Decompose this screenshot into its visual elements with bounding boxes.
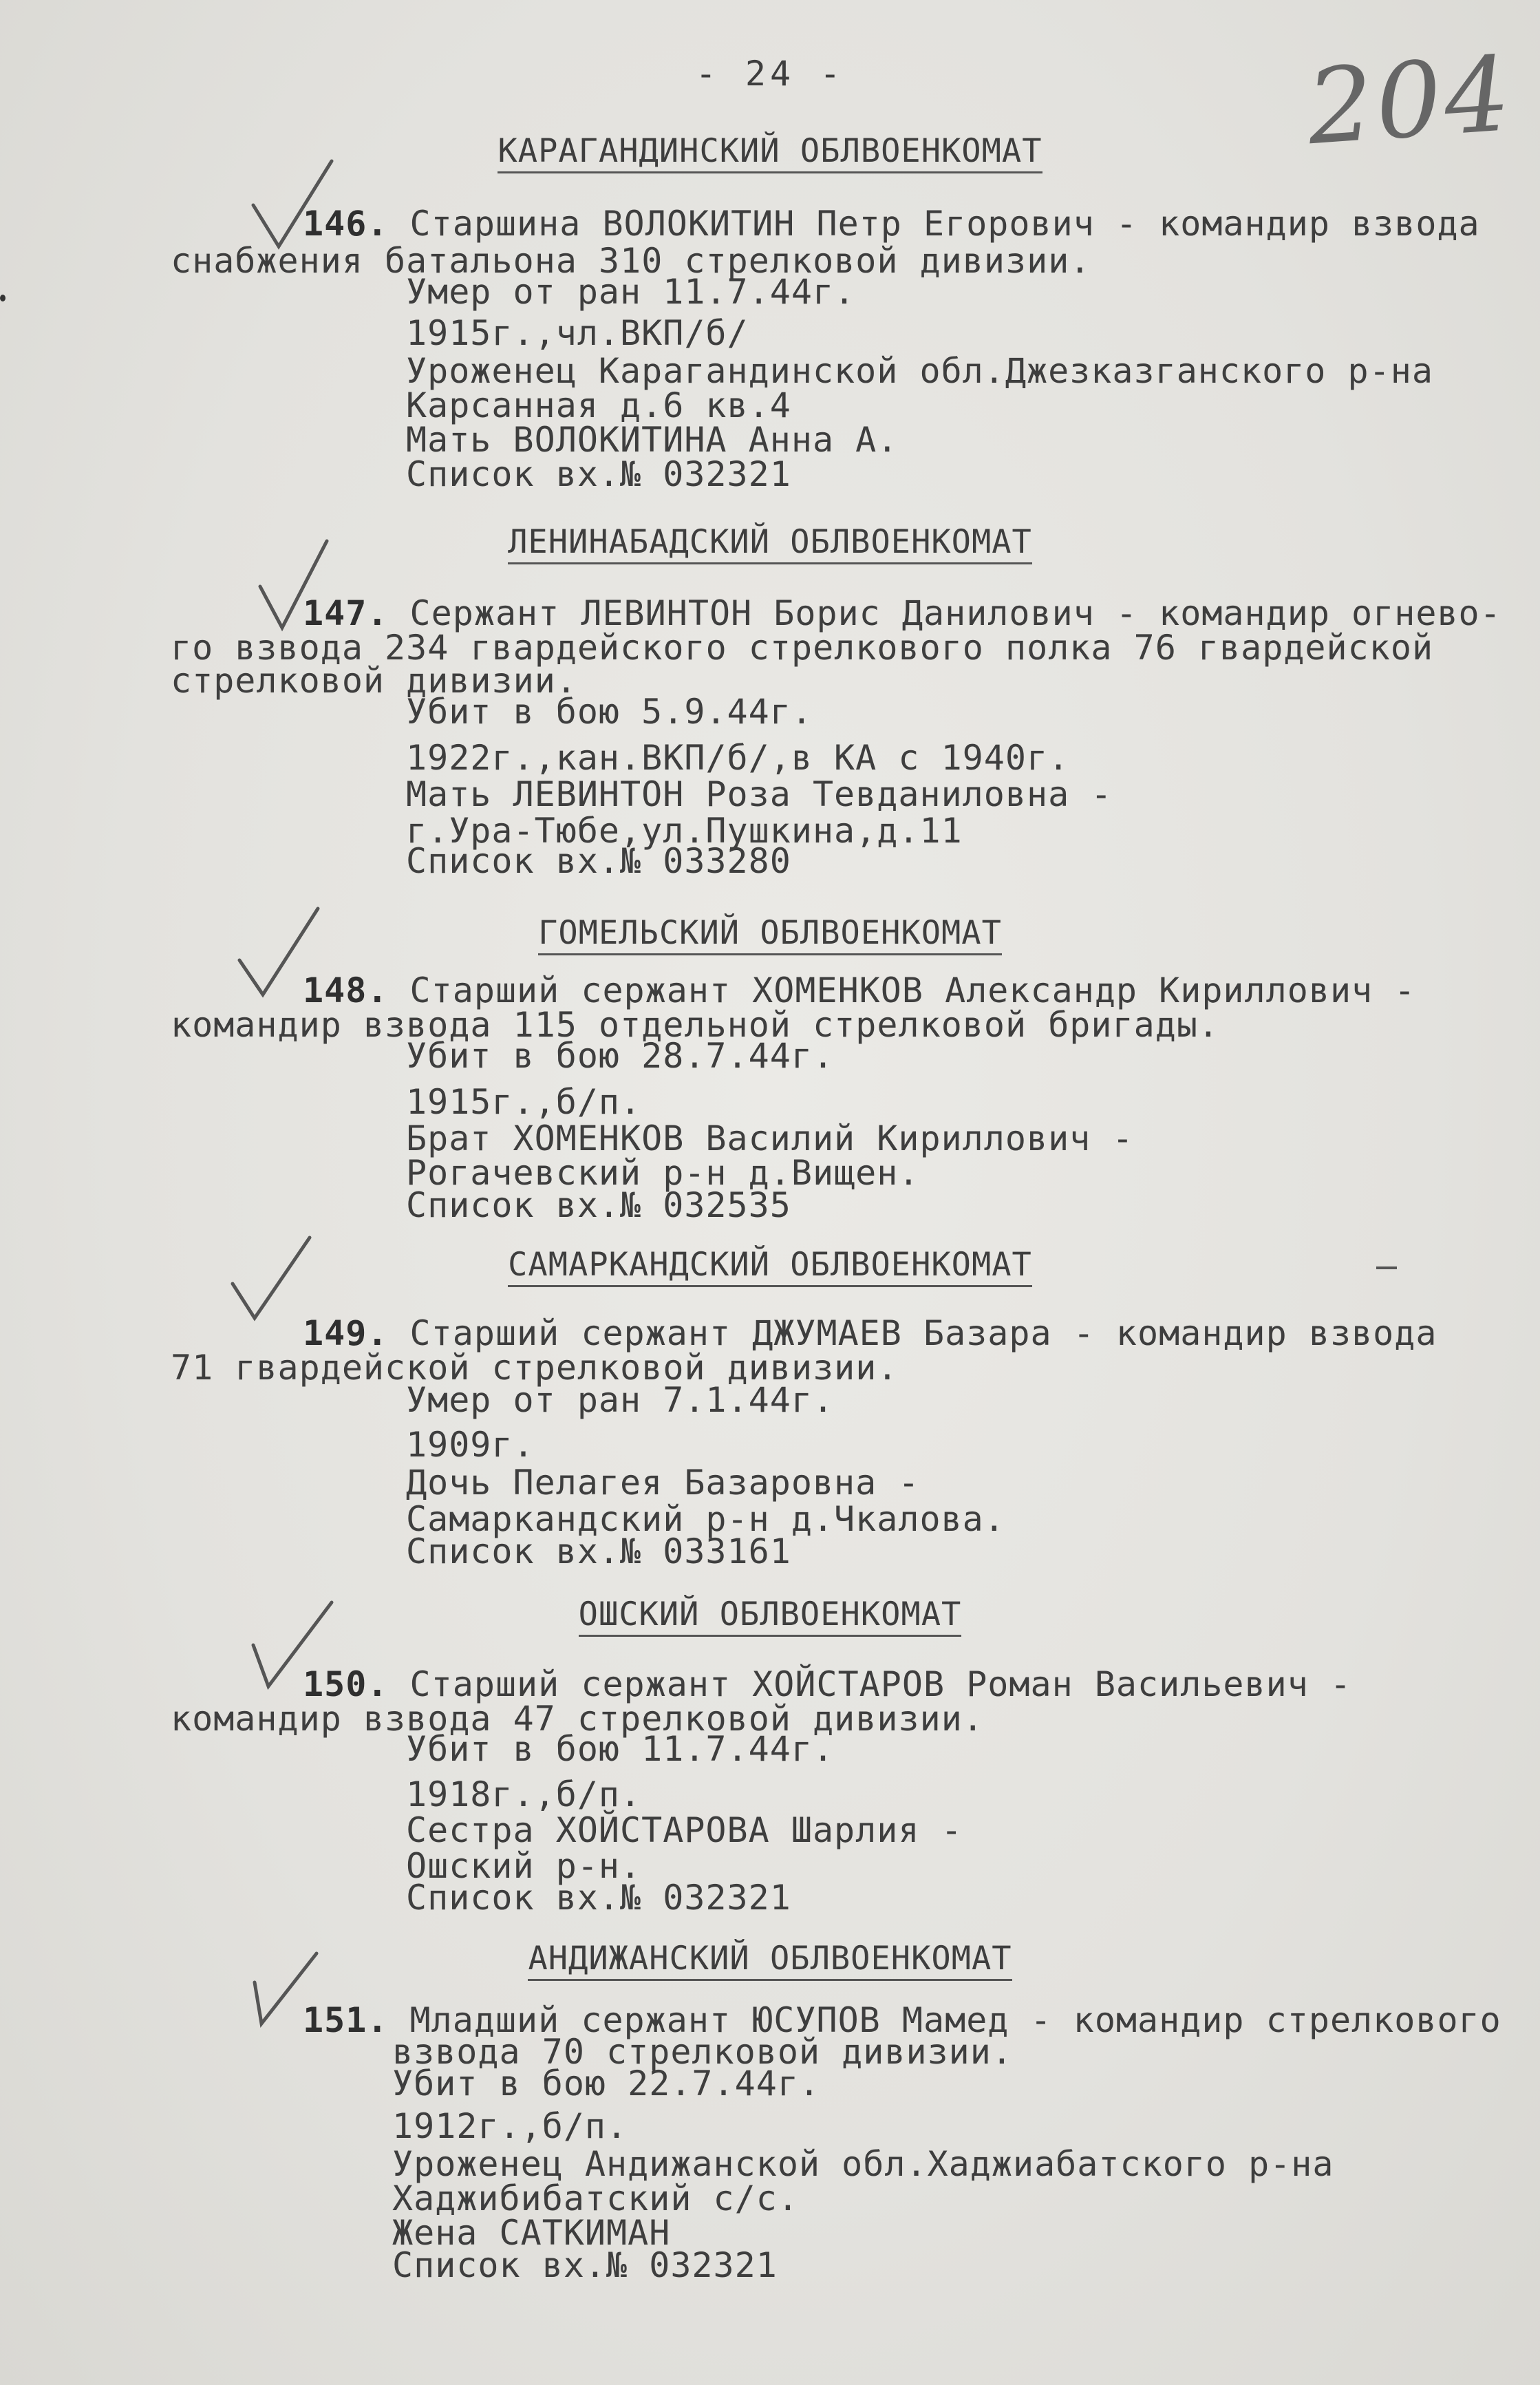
edge-mark	[0, 295, 6, 301]
entry-number: 149.	[303, 1313, 389, 1353]
entry-150-detail: Сестра ХОЙСТАРОВА Шарлия -	[406, 1810, 963, 1850]
entry-147-line2: го взвода 234 гвардейского стрелкового полка 76 гвардейской	[171, 628, 1434, 668]
entry-151-detail: 1912г.,б/п.	[392, 2106, 628, 2146]
section-header-karaganda: КАРАГАНДИНСКИЙ ОБЛВОЕНКОМАТ	[0, 132, 1540, 170]
entry-150-death: Убит в бою 11.7.44г.	[406, 1729, 835, 1769]
entry-148-detail: Рогачевский р-н д.Вищен.	[406, 1153, 920, 1193]
entry-147-detail: Мать ЛЕВИНТОН Роза Тевданиловна -	[406, 774, 1113, 814]
entry-146-detail: Список вх.№ 032321	[406, 454, 791, 494]
entry-148-detail: 1915г.,б/п.	[406, 1082, 642, 1122]
archive-page-number: 204	[1303, 34, 1517, 169]
entry-146-death: Умер от ран 11.7.44г.	[406, 272, 856, 312]
entry-148-detail: Список вх.№ 032535	[406, 1185, 791, 1225]
entry-146-line2: снабжения батальона 310 стрелковой дивизии.	[171, 241, 1091, 281]
entry-147-detail: Список вх.№ 033280	[406, 841, 791, 881]
entry-149-detail: Самаркандский р-н д.Чкалова.	[406, 1499, 1005, 1539]
entry-151-death: Убит в бою 22.7.44г.	[392, 2064, 821, 2103]
entry-147-death: Убит в бою 5.9.44г.	[406, 692, 813, 732]
section-header-andijan: АНДИЖАНСКИЙ ОБЛВОЕНКОМАТ	[0, 1940, 1540, 1978]
entry-149-death: Умер от ран 7.1.44г.	[406, 1380, 835, 1420]
entry-149-detail: 1909г.	[406, 1425, 535, 1465]
entry-151-line1: 151. Младший сержант ЮСУПОВ Мамед - командир стрелкового	[303, 2000, 1501, 2040]
entry-150-detail: Список вх.№ 032321	[406, 1878, 791, 1918]
entry-number: 146.	[303, 204, 389, 244]
section-header-gomel: ГОМЕЛЬСКИЙ ОБЛВОЕНКОМАТ	[0, 914, 1540, 952]
entry-151-detail: Список вх.№ 032321	[392, 2245, 778, 2285]
entry-number: 148.	[303, 971, 389, 1010]
entry-147-detail: г.Ура-Тюбе,ул.Пушкина,д.11	[406, 811, 963, 851]
entry-146-detail: 1915г.,чл.ВКП/б/	[406, 313, 749, 353]
entry-number: 151.	[303, 2000, 389, 2040]
entry-150-detail: 1918г.,б/п.	[406, 1774, 642, 1814]
entry-151-detail: Уроженец Андижанской обл.Хаджиабатского р-на	[392, 2144, 1334, 2184]
entry-149-detail: Список вх.№ 033161	[406, 1531, 791, 1571]
entry-150-detail: Ошский р-н.	[406, 1846, 642, 1886]
entry-148-detail: Брат ХОМЕНКОВ Василий Кириллович -	[406, 1119, 1134, 1158]
entry-151-detail: Жена САТКИМАН	[392, 2213, 671, 2253]
entry-150-line2: командир взвода 47 стрелковой дивизии.	[171, 1699, 984, 1739]
entry-148-line1: 148. Старший сержант ХОМЕНКОВ Александр Кириллович -	[303, 971, 1416, 1010]
entry-148-death: Убит в бою 28.7.44г.	[406, 1036, 835, 1076]
entry-151-detail: Хаджибибатский с/с.	[392, 2179, 799, 2218]
entry-146-detail: Карсанная д.6 кв.4	[406, 385, 791, 425]
entry-146-detail: Уроженец Карагандинской обл.Джезказганского р-на	[406, 351, 1433, 391]
entry-146-line1: 146. Старшина ВОЛОКИТИН Петр Егорович - командир взвода	[303, 204, 1480, 244]
page-number: - 24 -	[695, 54, 845, 94]
entry-150-line1: 150. Старший сержант ХОЙСТАРОВ Роман Васильевич -	[303, 1664, 1352, 1704]
entry-147-line1: 147. Сержант ЛЕВИНТОН Борис Данилович - командир огнево-	[303, 593, 1501, 633]
entry-147-detail: 1922г.,кан.ВКП/б/,в КА с 1940г.	[406, 738, 1070, 778]
entry-146-detail: Мать ВОЛОКИТИНА Анна А.	[406, 420, 899, 460]
section-header-osh: ОШСКИЙ ОБЛВОЕНКОМАТ	[0, 1596, 1540, 1633]
entry-number: 150.	[303, 1664, 389, 1704]
section-header-leninabad: ЛЕНИНАБАДСКИЙ ОБЛВОЕНКОМАТ	[0, 523, 1540, 561]
entry-148-line2: командир взвода 115 отдельной стрелковой бригады.	[171, 1005, 1220, 1045]
entry-149-line1: 149. Старший сержант ДЖУМАЕВ Базара - командир взвода	[303, 1313, 1437, 1353]
entry-149-line2: 71 гвардейской стрелковой дивизии.	[171, 1348, 899, 1388]
entry-149-detail: Дочь Пелагея Базаровна -	[406, 1463, 920, 1503]
entry-number: 147.	[303, 593, 389, 633]
entry-151-line2: взвода 70 стрелковой дивизии.	[392, 2032, 1013, 2072]
entry-147-line3: стрелковой дивизии.	[171, 661, 577, 701]
section-header-samarkand: САМАРКАНДСКИЙ ОБЛВОЕНКОМАТ	[0, 1246, 1540, 1284]
